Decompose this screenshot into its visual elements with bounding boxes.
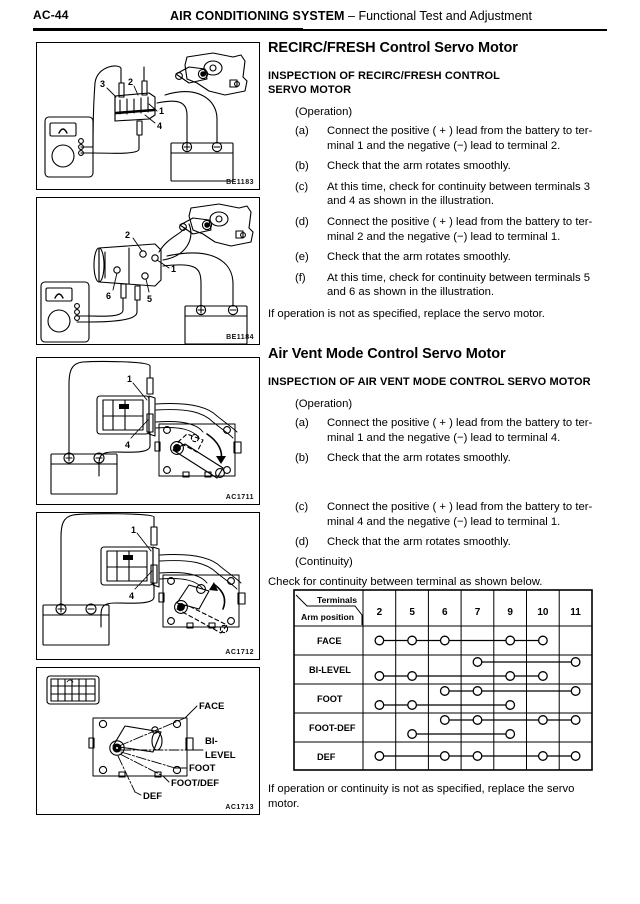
node-face-2 (375, 636, 384, 645)
section-1-subheading-line1: INSPECTION OF RECIRC/FRESH CONTROL (268, 70, 500, 82)
col-header-7: 7 (474, 607, 481, 618)
figure-1-callout-2: 2 (128, 77, 134, 87)
running-head-title (111, 9, 591, 23)
node-def-2 (375, 752, 384, 761)
section-2-step-b-label: (b) (295, 452, 309, 465)
figure-5-label-def: DEF (143, 791, 162, 802)
figure-1-callout-3: 3 (100, 79, 106, 89)
figure-1-drawing (37, 43, 259, 189)
section-1-step-c-text: At this time, check for continuity between terminals 3 and 4 as shown in the illustration. (327, 180, 591, 208)
section-2-step-d (295, 535, 608, 550)
section-1-step-d-text: Connect the positive ( + ) lead from the battery to ter-minal 2 and the negative (−) lead to terminal 1. (327, 215, 593, 243)
section-2-step-c-label: (c) (295, 501, 309, 513)
figure-recirc-fresh-terminals-2-1 (36, 197, 260, 345)
figure-air-vent-terminals-4-1 (36, 512, 260, 660)
row-bi-level-connections (375, 658, 580, 681)
section-1-step-a (295, 124, 608, 153)
section-1-step-e-text: Check that the arm rotates smoothly. (327, 251, 511, 264)
section-2-step-d-text: Check that the arm rotates smoothly. (327, 536, 511, 549)
row-label-foot: FOOT (317, 694, 343, 704)
node-face-9 (506, 636, 515, 645)
node-bilevel-10 (539, 672, 548, 681)
header-terminals-label: Terminals (317, 595, 357, 605)
running-head-dash: – (348, 9, 355, 23)
section-1-step-e-label: (e) (295, 251, 309, 264)
section-1-step-d (295, 215, 608, 244)
section-2-subheading (268, 375, 608, 389)
figure-3-callout-1: 1 (127, 374, 133, 384)
figure-2-drawing (37, 198, 259, 344)
node-bilevel-2 (375, 672, 384, 681)
header-arm-position-label: Arm position (301, 612, 354, 622)
col-header-10: 10 (537, 607, 549, 618)
figure-5-label-level: LEVEL (205, 750, 236, 761)
row-def-connections (375, 752, 580, 761)
row-foot-connections (375, 687, 580, 710)
section-2-closing-block (268, 782, 608, 811)
running-head-system: AIR CONDITIONING SYSTEM (170, 9, 345, 23)
section-1-subheading-line2: SERVO MOTOR (268, 84, 352, 96)
section-1-step-b-label: (b) (295, 160, 309, 173)
row-label-def: DEF (317, 752, 336, 762)
col-header-11: 11 (570, 607, 581, 618)
node-footdef-11 (571, 716, 580, 725)
section-air-vent-continued (268, 500, 608, 589)
figure-1-callout-4: 4 (157, 121, 163, 131)
section-2-step-b-text: Check that the arm rotates smoothly. (327, 452, 511, 465)
section-1-closing: If operation is not as specified, replace the servo motor. (268, 307, 545, 320)
col-header-5: 5 (409, 607, 415, 618)
node-bilevel-7 (473, 658, 482, 667)
node-face-6 (441, 636, 450, 645)
header-rule-thin (303, 29, 607, 31)
figure-2-callout-2: 2 (125, 230, 131, 240)
section-2-continuity-label: (Continuity) (295, 555, 353, 568)
section-1-step-c-label: (c) (295, 180, 309, 193)
column-separators (363, 590, 559, 770)
figure-5-label-foot: FOOT (189, 763, 216, 774)
node-footdef-7 (473, 716, 482, 725)
node-def-11 (571, 752, 580, 761)
row-label-face: FACE (317, 636, 342, 646)
section-2-step-b (295, 451, 608, 466)
section-1-operation-label: (Operation) (295, 106, 353, 118)
node-bilevel-11 (571, 658, 580, 667)
node-bilevel-9 (506, 672, 515, 681)
section-1-subheading (268, 69, 608, 97)
node-footdef-6 (441, 716, 450, 725)
node-foot-2 (375, 701, 384, 710)
running-head-subject: Functional Test and Adjustment (358, 9, 532, 23)
figure-3-code: AC1711 (225, 494, 254, 501)
section-2-step-a-label: (a) (295, 417, 309, 429)
row-label-bi-level: BI-LEVEL (309, 665, 351, 675)
section-2-closing: If operation or continuity is not as specified, replace the servo motor. (268, 783, 575, 810)
section-air-vent (268, 346, 608, 466)
node-def-7 (473, 752, 482, 761)
node-def-10 (539, 752, 548, 761)
section-2-step-a (295, 416, 608, 445)
node-footdef-9 (506, 730, 515, 739)
figure-5-label-bi: BI- (205, 736, 218, 747)
figure-air-vent-terminals-1-4 (36, 357, 260, 505)
node-face-10 (539, 636, 548, 645)
section-1-step-c (295, 180, 608, 209)
page-number: AC-44 (33, 8, 69, 22)
section-1-step-a-label: (a) (295, 125, 309, 137)
section-2-subheading-line1: INSPECTION OF AIR VENT MODE CONTROL SERVO MOTOR (268, 376, 591, 388)
col-header-9: 9 (507, 607, 513, 618)
figure-2-callout-5: 5 (147, 294, 153, 304)
col-header-6: 6 (442, 607, 448, 618)
section-1-step-f (295, 271, 608, 300)
header-rule-thick (33, 28, 303, 31)
node-face-5 (408, 636, 417, 645)
figure-1-code: BE1183 (226, 179, 254, 186)
running-head (33, 8, 607, 30)
section-2-step-a-text: Connect the positive ( + ) lead from the battery to ter-minal 1 and the negative (−) lead to terminal 4. (327, 417, 593, 444)
section-2-continuity-intro: Check for continuity between terminal as shown below. (268, 575, 543, 588)
section-1-step-b-text: Check that the arm rotates smoothly. (327, 160, 511, 173)
figure-4-callout-1: 1 (131, 525, 137, 535)
node-foot-9 (506, 701, 515, 710)
section-1-step-f-text: At this time, check for continuity between terminals 5 and 6 as shown in the illustration. (327, 271, 591, 299)
figure-5-label-face: FACE (199, 701, 225, 712)
row-label-foot-def: FOOT-DEF (309, 723, 356, 733)
col-header-2: 2 (376, 607, 383, 618)
figure-recirc-fresh-terminals-1-2 (36, 42, 260, 190)
section-2-step-d-label: (d) (295, 536, 309, 549)
section-1-step-b (295, 159, 608, 174)
section-1-step-f-label: (f) (295, 271, 306, 284)
section-2-heading: Air Vent Mode Control Servo Motor (268, 346, 506, 362)
node-foot-6 (441, 687, 450, 696)
section-2-step-c-text: Connect the positive ( + ) lead from the battery to ter-minal 4 and the negative (−) lead to terminal 1. (327, 501, 593, 528)
section-2-operation-label: (Operation) (295, 398, 353, 410)
node-foot-7 (473, 687, 482, 696)
node-bilevel-5 (408, 672, 417, 681)
continuity-table (293, 589, 593, 771)
figure-5-label-foot-def: FOOT/DEF (171, 778, 220, 789)
figure-4-drawing (37, 513, 259, 659)
figure-1-callout-1: 1 (159, 106, 165, 116)
continuity-table-grid (293, 589, 593, 771)
section-1-step-a-text: Connect the positive ( + ) lead from the battery to ter-minal 1 and the negative (−) lead to terminal 2. (327, 125, 593, 152)
figure-3-drawing (37, 358, 259, 504)
node-foot-11 (571, 687, 580, 696)
figure-2-callout-1: 1 (171, 264, 177, 274)
node-footdef-10 (539, 716, 548, 725)
figure-2-code: BE1184 (226, 334, 254, 341)
figure-3-callout-4: 4 (125, 440, 131, 450)
node-footdef-5 (408, 730, 417, 739)
figure-5-drawing (37, 668, 259, 814)
figure-4-callout-4: 4 (129, 591, 135, 601)
figure-2-callout-6: 6 (106, 291, 112, 301)
figure-4-code: AC1712 (225, 649, 254, 656)
section-recirc-fresh (268, 40, 608, 322)
column-headers (377, 607, 582, 618)
section-1-step-e (295, 250, 608, 265)
section-2-step-c (295, 500, 608, 529)
figure-5-code: AC1713 (225, 804, 254, 811)
figure-arm-positions (36, 667, 260, 815)
section-1-heading: RECIRC/FRESH Control Servo Motor (268, 40, 518, 56)
section-1-step-d-label: (d) (295, 215, 309, 228)
node-def-6 (441, 752, 450, 761)
node-foot-5 (408, 701, 417, 710)
